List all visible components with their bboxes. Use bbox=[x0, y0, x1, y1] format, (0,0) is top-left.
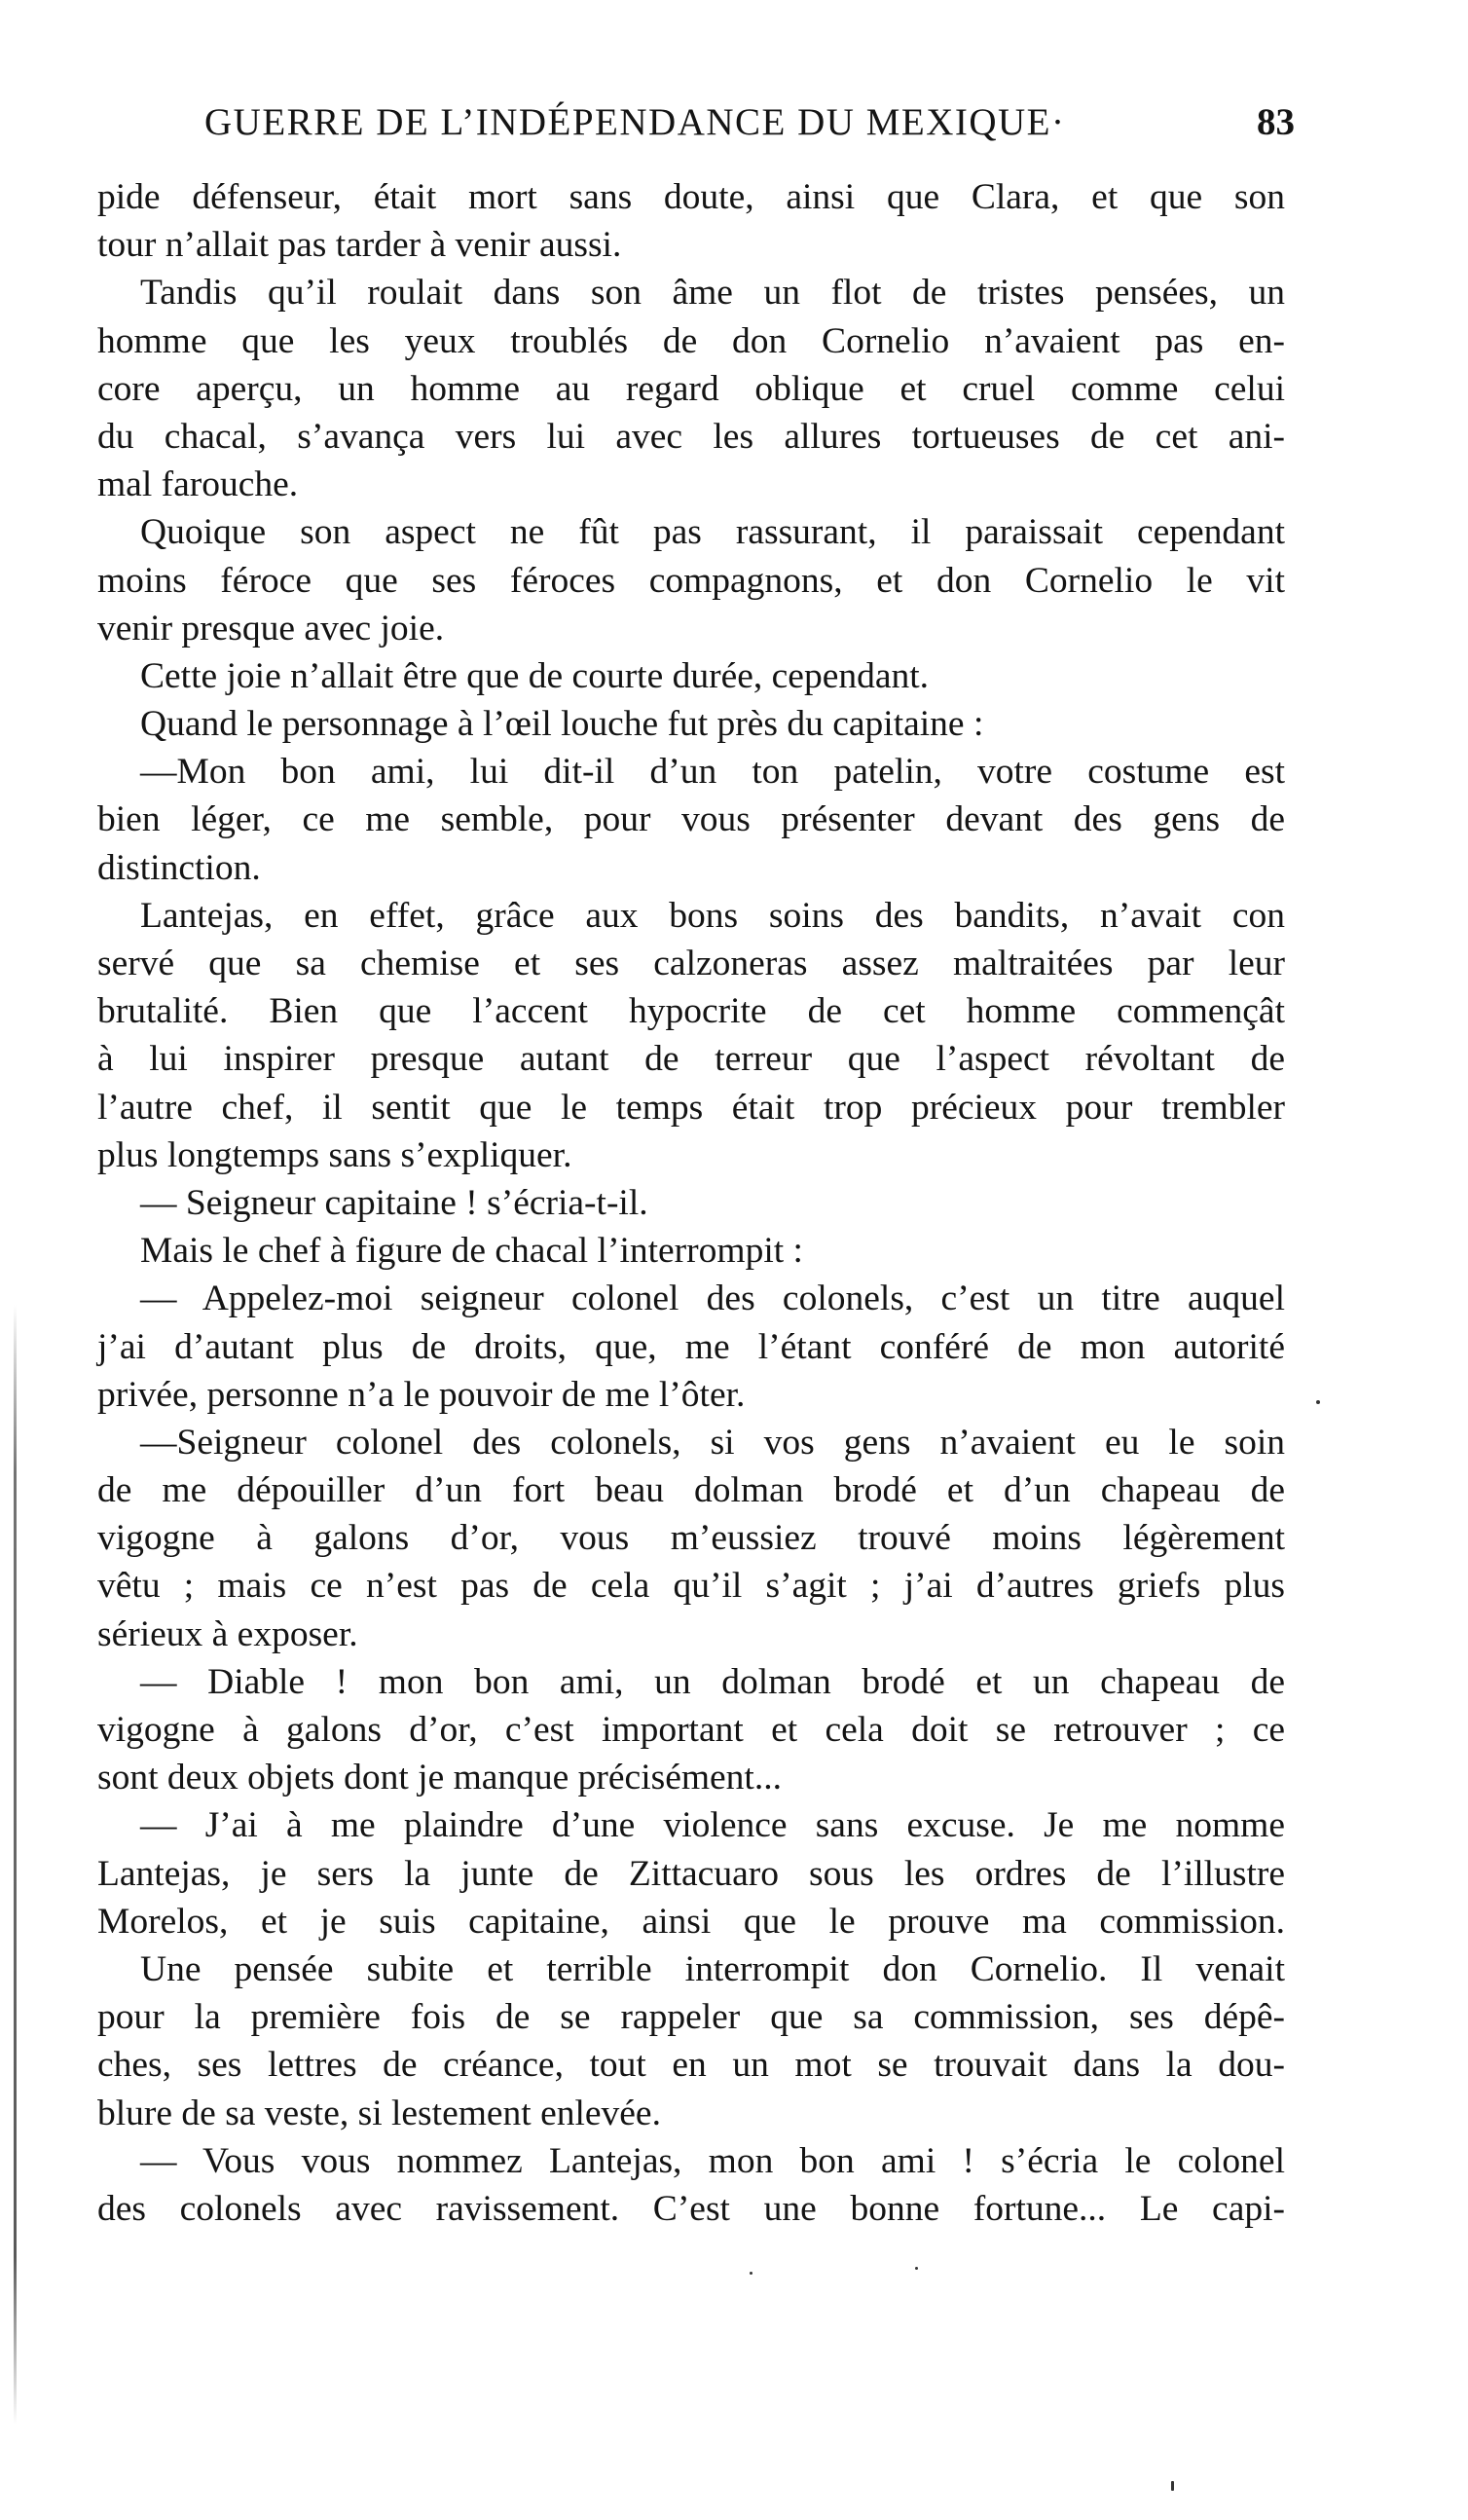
text-line: Tandis qu’il roulait dans son âme un flot de tristes pensées, un bbox=[140, 273, 1285, 314]
text-line: tour n’allait pas tarder à venir aussi. bbox=[97, 225, 622, 266]
text-line: Lantejas, en effet, grâce aux bons soins des bandits, n’avait con bbox=[140, 895, 1285, 936]
text-line: des colonels avec ravissement. C’est une bonne fortune... Le capi- bbox=[97, 2188, 1285, 2229]
body-text bbox=[97, 173, 1285, 2233]
text-line: pour la première fois de se rappeler que sa commission, ses dépê- bbox=[97, 1997, 1285, 2038]
text-line: Mais le chef à figure de chacal l’interrompit : bbox=[140, 1231, 803, 1272]
text-line: servé que sa chemise et ses calzoneras assez maltraitées par leur bbox=[97, 944, 1285, 983]
ink-speck bbox=[1171, 2481, 1174, 2491]
page-number: 83 bbox=[1257, 101, 1295, 143]
text-line: — Appelez-moi seigneur colonel des colonels, c’est un titre auquel bbox=[140, 1279, 1285, 1319]
ink-speck bbox=[1316, 1400, 1320, 1404]
text-line: Morelos, et je suis capitaine, ainsi que le prouve ma commission. bbox=[97, 1901, 1285, 1942]
ink-speck bbox=[915, 2267, 918, 2270]
text-line: venir presque avec joie. bbox=[97, 608, 445, 649]
text-line: Une pensée subite et terrible interrompit don Cornelio. Il venait bbox=[140, 1948, 1285, 1989]
text-line: l’autre chef, il sentit que le temps était trop précieux pour trembler bbox=[97, 1087, 1285, 1128]
text-line: sérieux à exposer. bbox=[97, 1613, 358, 1654]
text-line: à lui inspirer presque autant de terreur que l’aspect révoltant de bbox=[97, 1039, 1285, 1080]
text-line: blure de sa veste, si lestement enlevée. bbox=[97, 2093, 661, 2133]
text-line: vigogne à galons d’or, c’est important et cela doit se retrouver ; ce bbox=[97, 1710, 1285, 1750]
text-line: ches, ses lettres de créance, tout en un mot se trouvait dans la dou- bbox=[97, 2045, 1285, 2086]
text-line: —Seigneur colonel des colonels, si vos gens n’avaient eu le soin bbox=[140, 1422, 1285, 1463]
text-line: — J’ai à me plaindre d’une violence sans excuse. Je me nomme bbox=[140, 1805, 1285, 1846]
running-title: GUERRE DE L’INDÉPENDANCE DU MEXIQUE· bbox=[204, 101, 1066, 143]
text-line: de me dépouiller d’un fort beau dolman brodé et d’un chapeau de bbox=[97, 1470, 1285, 1511]
text-line: brutalité. Bien que l’accent hypocrite de cet homme commençât bbox=[97, 991, 1285, 1032]
text-line: Cette joie n’allait être que de courte durée, cependant. bbox=[140, 655, 930, 696]
ink-speck bbox=[750, 2272, 752, 2275]
text-line: moins féroce que ses féroces compagnons, et don Cornelio le vit bbox=[97, 560, 1285, 601]
text-line: sont deux objets dont je manque précisément... bbox=[97, 1758, 782, 1798]
text-line: Quoique son aspect ne fût pas rassurant, il paraissait cependant bbox=[140, 512, 1285, 553]
text-line: Quand le personnage à l’œil louche fut près du capitaine : bbox=[140, 704, 984, 745]
text-line: privée, personne n’a le pouvoir de me l’ôter. bbox=[97, 1374, 746, 1415]
page-edge-shadow bbox=[14, 1305, 17, 2425]
text-line: — Vous vous nommez Lantejas, mon bon ami ! s’écria le colonel bbox=[140, 2140, 1285, 2181]
text-line: — Diable ! mon bon ami, un dolman brodé et un chapeau de bbox=[140, 1661, 1285, 1702]
text-line: Lantejas, je sers la junte de Zittacuaro sous les ordres de l’illustre bbox=[97, 1853, 1285, 1894]
text-line: plus longtemps sans s’expliquer. bbox=[97, 1134, 572, 1175]
text-line: vigogne à galons d’or, vous m’eussiez trouvé moins légèrement bbox=[97, 1518, 1285, 1559]
text-line: —Mon bon ami, lui dit-il d’un ton patelin, votre costume est bbox=[140, 752, 1285, 793]
text-line: vêtu ; mais ce n’est pas de cela qu’il s’agit ; j’ai d’autres griefs plus bbox=[97, 1566, 1285, 1607]
text-line: bien léger, ce me semble, pour vous présenter devant des gens de bbox=[97, 799, 1285, 840]
text-line: mal farouche. bbox=[97, 464, 299, 505]
text-line: j’ai d’autant plus de droits, que, me l’étant conféré de mon autorité bbox=[97, 1326, 1285, 1367]
text-line: du chacal, s’avança vers lui avec les allures tortueuses de cet ani- bbox=[97, 416, 1285, 457]
text-line: distinction. bbox=[97, 847, 261, 888]
text-line: homme que les yeux troublés de don Cornelio n’avaient pas en- bbox=[97, 320, 1285, 361]
running-head bbox=[204, 93, 1295, 152]
text-line: pide défenseur, était mort sans doute, ainsi que Clara, et que son bbox=[97, 177, 1285, 217]
text-line: — Seigneur capitaine ! s’écria-t-il. bbox=[140, 1182, 648, 1223]
text-line: core aperçu, un homme au regard oblique et cruel comme celui bbox=[97, 368, 1285, 409]
